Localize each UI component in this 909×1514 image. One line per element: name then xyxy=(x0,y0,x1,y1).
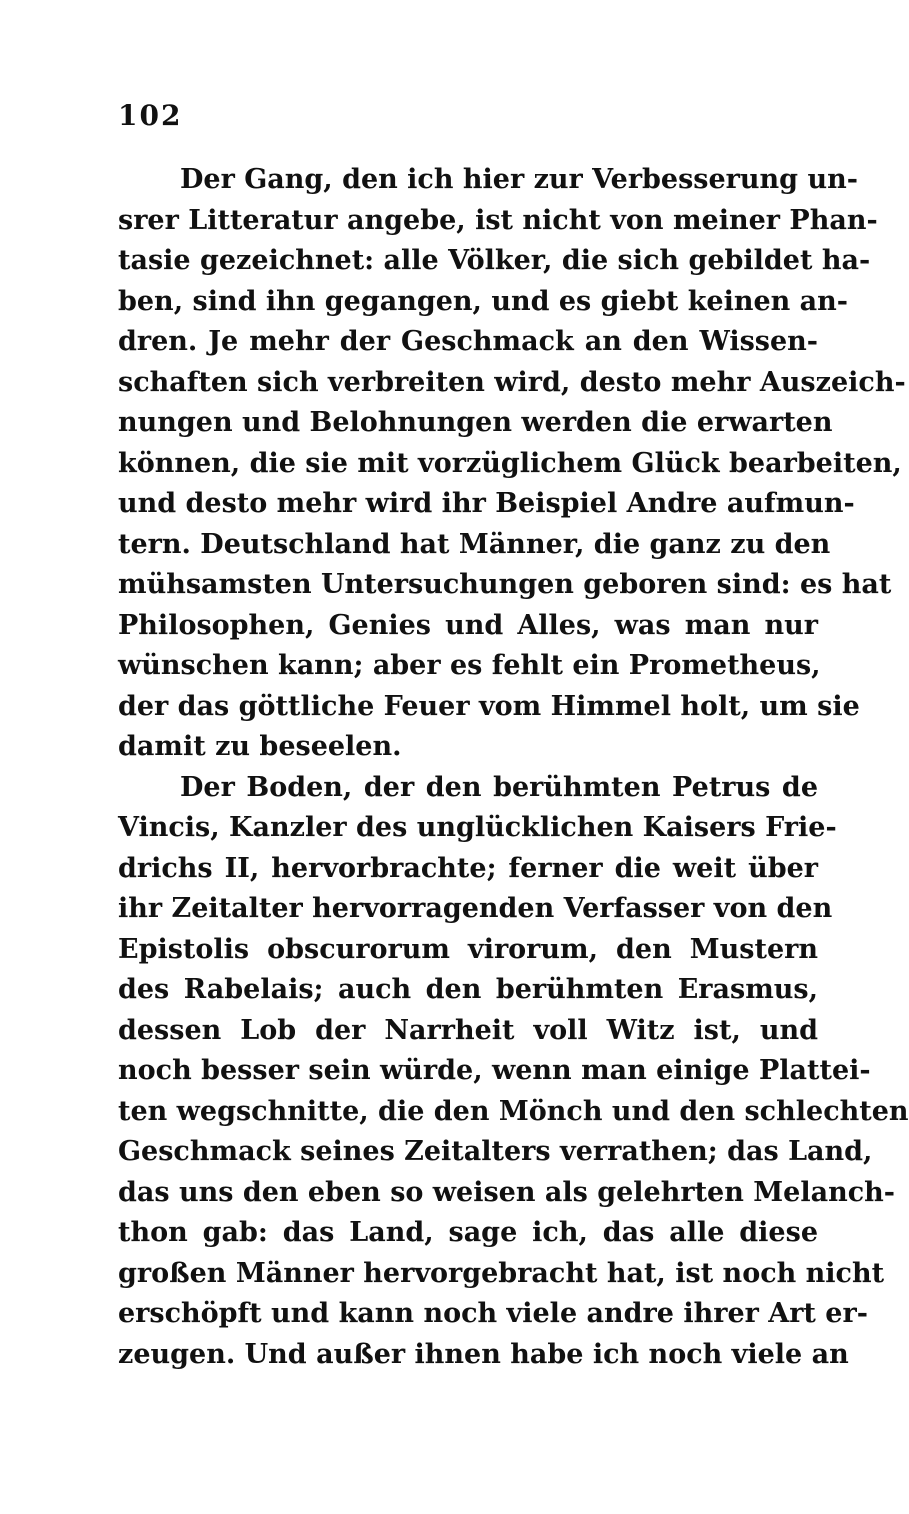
text-line: tasie gezeichnet: alle Völker, die sich gebildet ha- xyxy=(118,245,871,276)
text-line: ben, sind ihn gegangen, und es giebt keinen an- xyxy=(118,285,849,317)
text-line: damit zu beseelen. xyxy=(118,731,402,762)
text-line: tern. Deutschland hat Männer, die ganz zu den xyxy=(118,528,831,560)
text-line: Der Boden, der den berühmten Petrus de xyxy=(180,771,818,803)
text-line: drichs II, hervorbrachte; ferner die weit über xyxy=(118,852,818,884)
text-line: dessen Lob der Narrheit voll Witz ist, und xyxy=(118,1014,818,1046)
text-line: Epistolis obscurorum virorum, den Mustern xyxy=(118,933,818,965)
text-line: Der Gang, den ich hier zur Verbesserung un- xyxy=(180,164,858,195)
text-line: ihr Zeitalter hervorragenden Verfasser von den xyxy=(118,893,833,924)
text-line: srer Litteratur angebe, ist nicht von meiner Phan- xyxy=(118,204,878,236)
text-line: des Rabelais; auch den berühmten Erasmus, xyxy=(118,974,818,1005)
text-line: können, die sie mit vorzüglichem Glück bearbeiten, xyxy=(118,447,902,479)
text-line: Geschmack seines Zeitalters verrathen; das Land, xyxy=(118,1136,873,1167)
text-line: mühsamsten Untersuchungen geboren sind: es hat xyxy=(118,569,892,600)
text-line: der das göttliche Feuer vom Himmel holt, um sie xyxy=(118,690,860,722)
text-line: zeugen. Und außer ihnen habe ich noch viele an xyxy=(118,1338,849,1370)
text-line: nungen und Belohnungen werden die erwarten xyxy=(118,407,833,438)
text-line: Philosophen, Genies und Alles, was man nur xyxy=(118,609,818,641)
text-line: wünschen kann; aber es fehlt ein Prometheus, xyxy=(118,650,821,681)
text-line: noch besser sein würde, wenn man einige Plattei- xyxy=(118,1055,871,1086)
text-line: dren. Je mehr der Geschmack an den Wissen- xyxy=(118,326,818,357)
text-line: großen Männer hervorgebracht hat, ist noch nicht xyxy=(118,1257,885,1289)
text-line: schaften sich verbreiten wird, desto mehr Auszeich- xyxy=(118,366,906,398)
page-number: 102 xyxy=(118,99,183,132)
text-line: erschöpft und kann noch viele andre ihrer Art er- xyxy=(118,1298,868,1329)
text-line: ten wegschnitte, die den Mönch und den schlechten xyxy=(118,1095,909,1127)
text-line: Vincis, Kanzler des unglücklichen Kaisers Frie- xyxy=(118,812,837,843)
text-line: das uns den eben so weisen als gelehrten Melanch- xyxy=(118,1176,895,1208)
text-line: und desto mehr wird ihr Beispiel Andre aufmun- xyxy=(118,488,855,519)
text-line: thon gab: das Land, sage ich, das alle diese xyxy=(118,1217,818,1248)
body-text xyxy=(118,160,909,1375)
